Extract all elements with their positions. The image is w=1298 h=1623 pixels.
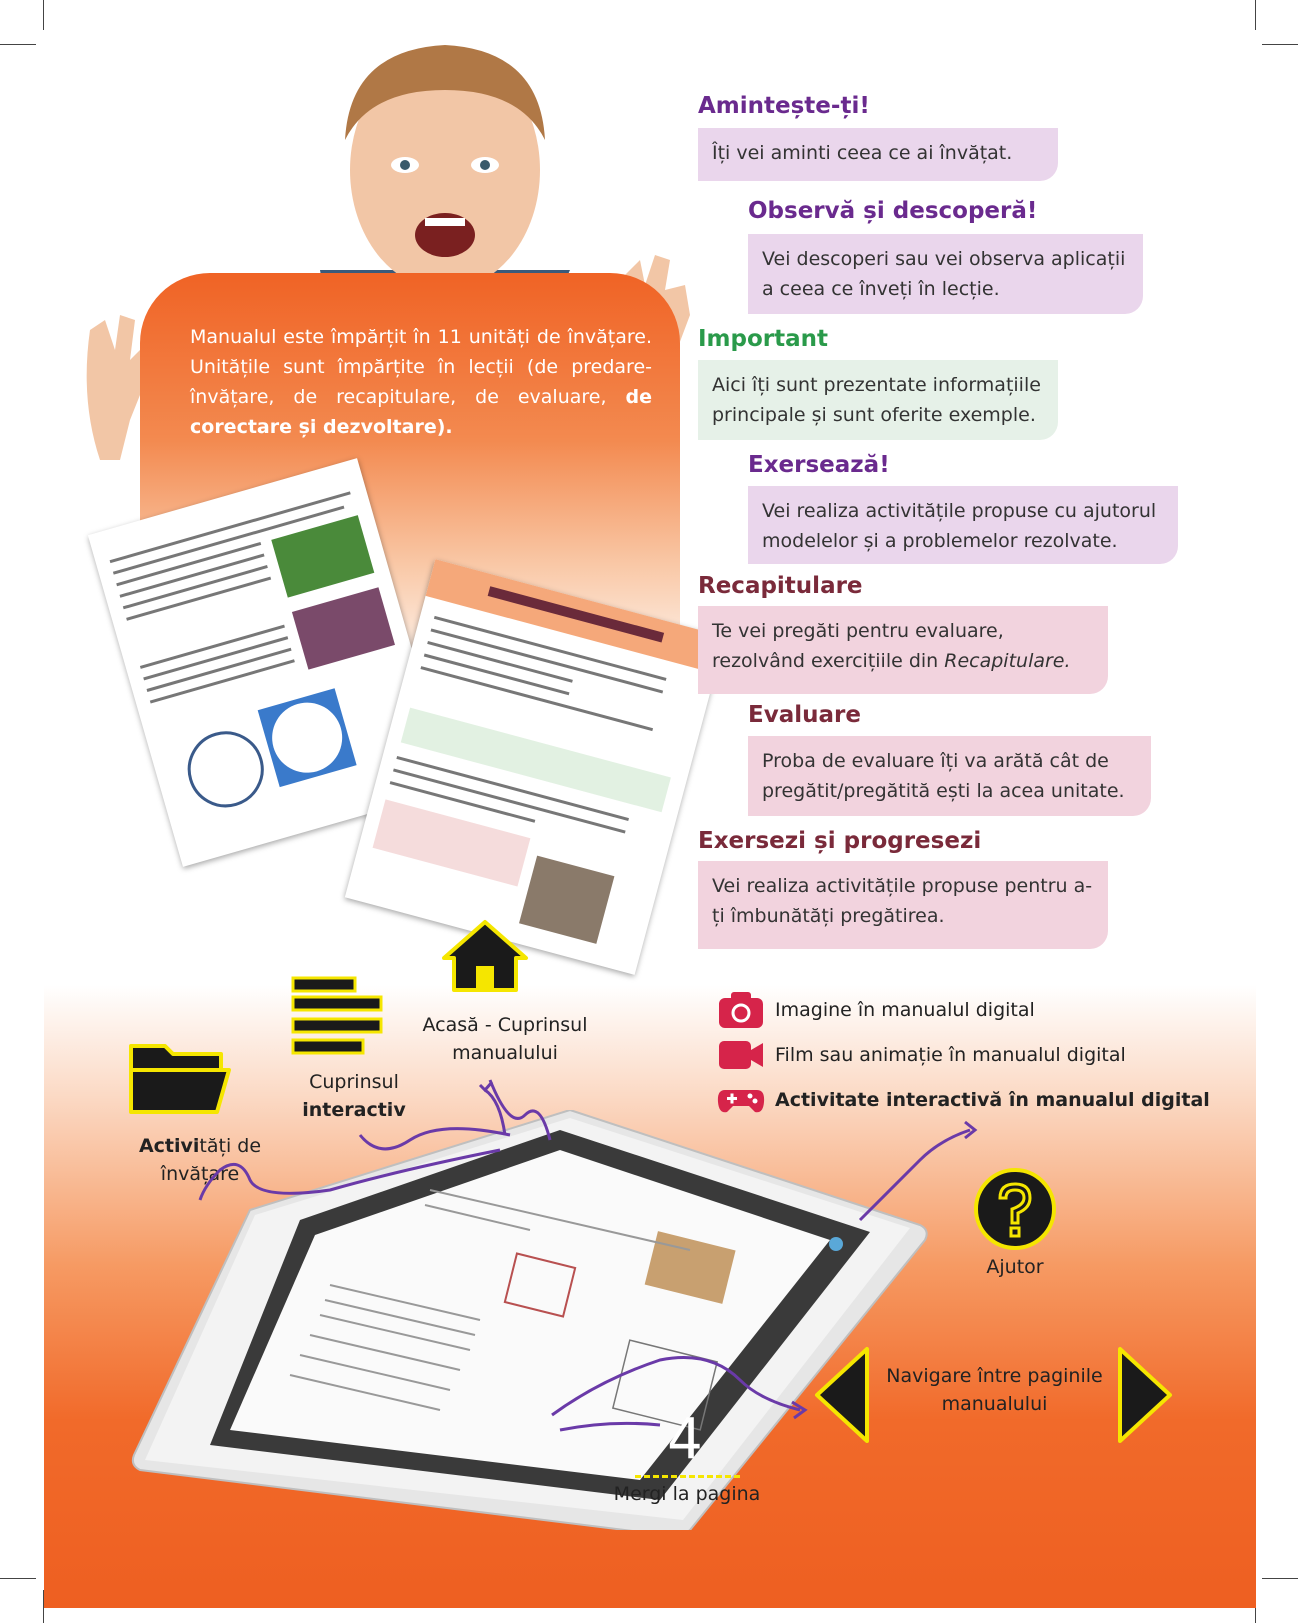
crop-mark <box>43 0 44 30</box>
section-title-evaluation: Evaluare <box>748 702 861 728</box>
section-title-observe: Observă și descoperă! <box>748 198 1038 224</box>
section-review-text: Te vei pregăti pentru evaluare, rezolvând exercițiile din <box>712 620 1004 672</box>
contents-label-line1: Cuprinsul <box>309 1071 399 1093</box>
section-title-review: Recapitulare <box>698 573 863 599</box>
contents-label-line2: interactiv <box>302 1099 406 1121</box>
contents-list-icon <box>290 975 385 1057</box>
section-box-remember: Îți vei aminti ceea ce ai învățat. <box>698 128 1058 181</box>
crop-mark <box>0 1578 36 1579</box>
home-label-line1: Acasă - Cuprinsul <box>422 1014 588 1036</box>
section-box-review <box>698 606 1108 694</box>
legend-image-label: Imagine în manualul digital <box>775 999 1035 1021</box>
section-review-italic: Recapitulare. <box>944 650 1071 672</box>
legend-image <box>717 990 1035 1030</box>
crop-mark <box>0 44 36 45</box>
section-box-progress: Vei realiza activitățile propuse pentru a-ți îmbunătăți pregătirea. <box>698 861 1108 949</box>
section-box-practice: Vei realiza activitățile propuse cu ajutorul modelelor și a problemelor rezolvate. <box>748 486 1178 564</box>
home-label <box>410 1011 600 1067</box>
home-icon <box>440 918 530 993</box>
camera-icon <box>717 990 765 1030</box>
arrow-right-icon <box>1115 1345 1175 1445</box>
section-box-evaluation: Proba de evaluare îți va arătă cât de pregătit/pregătită ești la acea unitate. <box>748 736 1151 816</box>
page-number-underline <box>635 1475 740 1478</box>
section-title-remember: Amintește-ți! <box>698 93 870 119</box>
section-title-practice: Exersează! <box>748 452 890 478</box>
arrow-left-icon <box>812 1345 872 1445</box>
legend-interactive-label: Activitate interactivă în manualul digital <box>775 1089 1210 1111</box>
help-icon <box>970 1166 1060 1252</box>
pages-nav-label <box>872 1362 1117 1418</box>
crop-mark <box>1262 44 1298 45</box>
pages-nav-label-line2: manualului <box>941 1393 1048 1415</box>
section-box-important: Aici îți sunt prezentate informațiile principale și sunt oferite exemple. <box>698 360 1058 440</box>
pages-nav-label-line1: Navigare între paginile <box>886 1365 1103 1387</box>
home-label-line2: manualului <box>452 1042 558 1064</box>
intro-text <box>190 322 652 442</box>
activities-label-bold: Activi <box>138 1135 200 1157</box>
crop-mark <box>1262 1578 1298 1579</box>
intro-text-regular: Manualul este împărțit în 11 unități de învățare. Unitățile sunt împărțite în lecții (de predare-învățare, de recapitulare, de evaluare, <box>190 326 652 408</box>
intro-text-bold: de corectare și dezvoltare). <box>190 386 653 438</box>
section-title-progress: Exersezi și progresezi <box>698 828 982 854</box>
help-label: Ajutor <box>986 1256 1044 1278</box>
goto-page-label: Mergi la pagina <box>613 1483 761 1505</box>
activities-label-rest: tăți de învățare <box>160 1135 262 1185</box>
crop-mark <box>1255 0 1256 30</box>
section-box-observe: Vei descoperi sau vei observa aplicații a ceea ce înveți în lecție. <box>748 234 1143 314</box>
legend-film-label: Film sau animație în manualul digital <box>775 1044 1126 1066</box>
page-number: 4 <box>667 1407 703 1472</box>
section-title-important: Important <box>698 326 829 352</box>
